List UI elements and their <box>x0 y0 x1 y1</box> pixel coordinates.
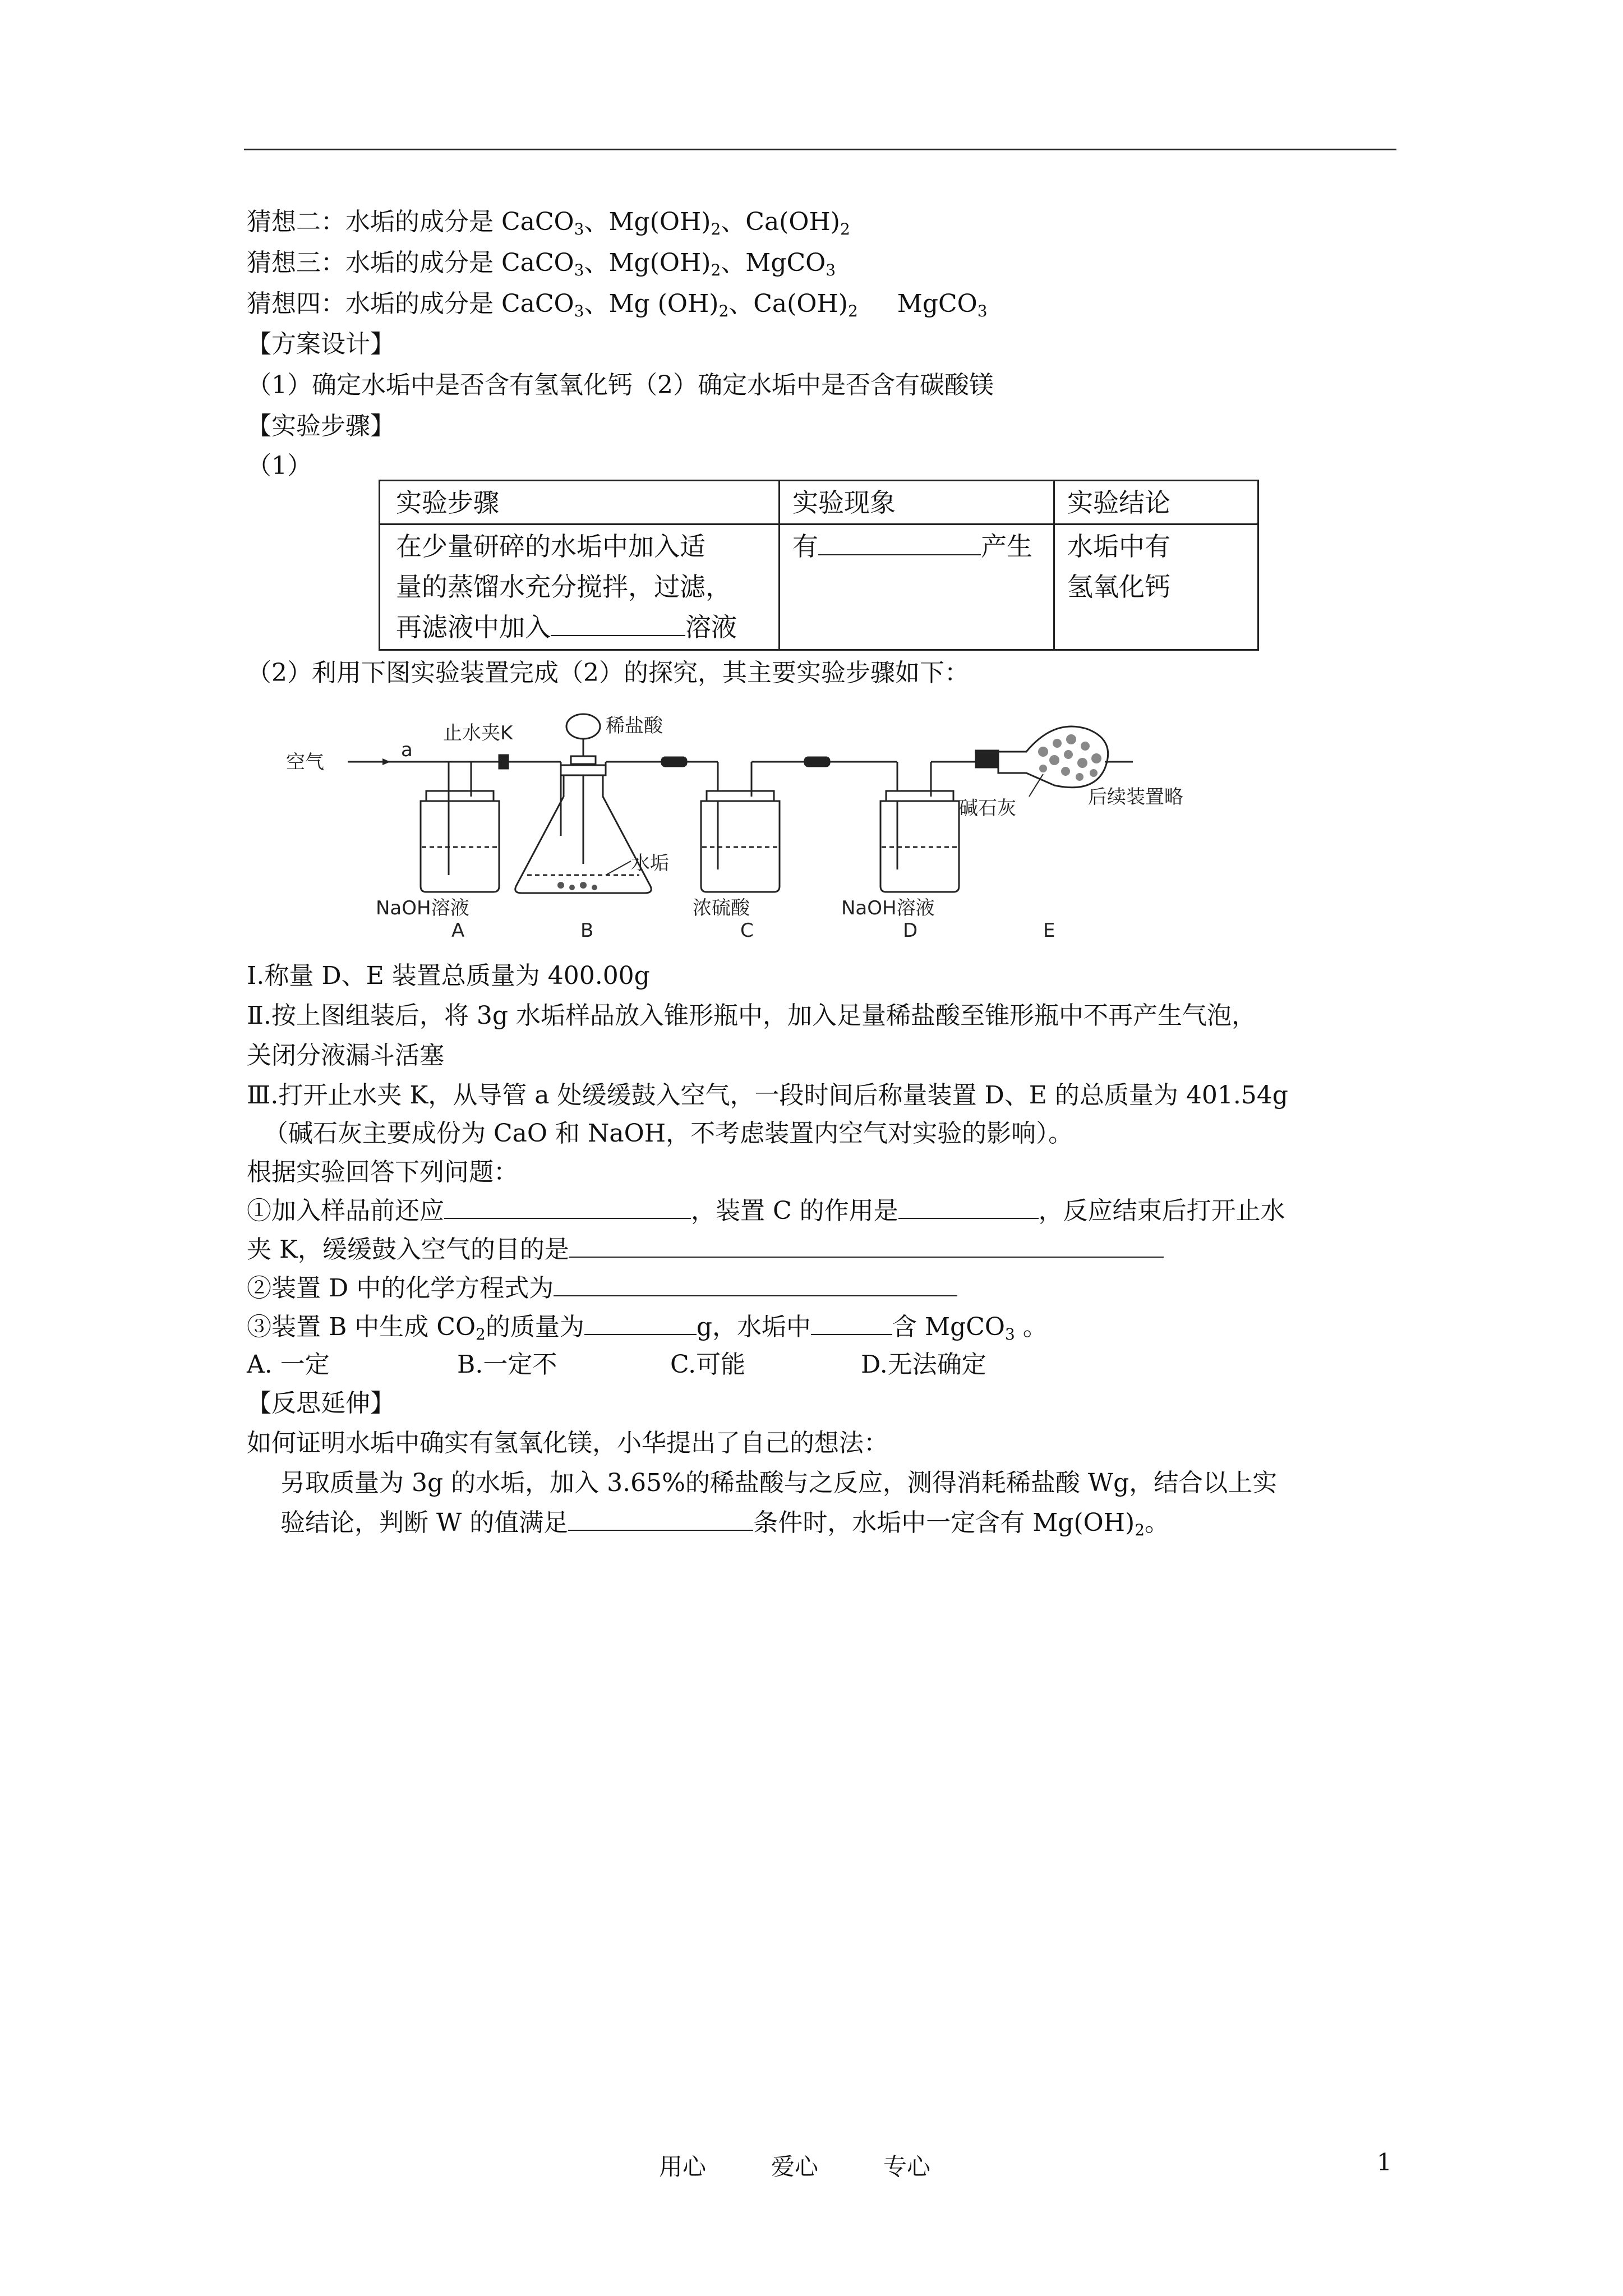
label-clamp-k: 止水夹K <box>443 722 513 744</box>
reflection-title: 【反思延伸】 <box>247 1389 395 1418</box>
question-2: ②装置 D 中的化学方程式为 <box>247 1273 957 1304</box>
table-header-conclusion: 实验结论 <box>1067 487 1170 518</box>
steps-title: 【实验步骤】 <box>247 412 395 440</box>
label-a: a <box>401 739 413 761</box>
table-phenomenon: 有 产生 <box>792 531 1032 562</box>
reflection-line-1: 如何证明水垢中确实有氢氧化镁，小华提出了自己的想法： <box>247 1429 888 1457</box>
procedure-1: Ⅰ.称量 D、E 装置总质量为 400.00g <box>247 961 650 990</box>
label-letter-e: E <box>1043 919 1055 942</box>
label-scale: 水垢 <box>631 852 669 875</box>
footer-item-1: 用心 <box>659 2153 707 2180</box>
label-letter-d: D <box>903 919 918 942</box>
step2-intro: （2）利用下图实验装置完成（2）的探究，其主要实验步骤如下： <box>247 659 969 687</box>
experiment-table <box>379 480 1259 651</box>
step1-label: （1） <box>247 452 312 480</box>
label-letter-a: A <box>451 919 465 942</box>
table-header-step: 实验步骤 <box>396 487 499 518</box>
table-step-line-2: 量的蒸馏水充分搅拌，过滤， <box>396 572 731 602</box>
procedure-3b: （碱石灰主要成份为 CaO 和 NaOH，不考虑装置内空气对实验的影响）。 <box>264 1119 1073 1148</box>
footer-item-2: 爱心 <box>771 2153 819 2180</box>
procedure-3a: Ⅲ.打开止水夹 K，从导管 a 处缓缓鼓入空气，一段时间后称量装置 D、E 的总质量为 401.54g <box>247 1081 1288 1110</box>
procedure-2b: 关闭分液漏斗活塞 <box>247 1041 444 1070</box>
question-options: A. 一定 B.一定不 C.可能 D.无法确定 <box>247 1350 986 1379</box>
design-text: （1）确定水垢中是否含有氢氧化钙（2）确定水垢中是否含有碳酸镁 <box>247 371 994 399</box>
reflection-line-2: 另取质量为 3g 的水垢，加入 3.65%的稀盐酸与之反应，测得消耗稀盐酸 Wg，结合以上实 <box>280 1469 1278 1497</box>
design-title: 【方案设计】 <box>247 330 395 358</box>
questions-intro: 根据实验回答下列问题： <box>247 1158 518 1186</box>
procedure-2a: Ⅱ.按上图组装后，将 3g 水垢样品放入锥形瓶中，加入足量稀盐酸至锥形瓶中不再产生气泡， <box>247 1001 1257 1030</box>
label-dilute-hcl: 稀盐酸 <box>606 715 663 737</box>
label-naoh-d: NaOH溶液 <box>841 897 935 919</box>
question-3: ③装置 B 中生成 $CO_2$的质量为 g，水垢中 含 MgCO$_3$ 。 <box>247 1313 1048 1343</box>
label-naoh-a: NaOH溶液 <box>376 897 469 919</box>
hypothesis-3: 猜想三：水垢的成分是 CaCO$_3$、$Mg(OH)_2$、MgCO$_3$ <box>247 249 836 279</box>
page-number: 1 <box>1377 2148 1392 2176</box>
reflection-line-3: 验结论，判断 W 的值满足 条件时，水垢中一定含有 $Mg(OH)_2$。 <box>280 1508 1170 1539</box>
label-letter-c: C <box>740 919 754 942</box>
table-header-phenomenon: 实验现象 <box>792 487 896 518</box>
table-step-line-1: 在少量研碎的水垢中加入适 <box>396 531 706 562</box>
label-omitted: 后续装置略 <box>1088 786 1183 808</box>
label-soda-lime: 碱石灰 <box>959 797 1016 820</box>
label-air: 空气 <box>286 751 324 774</box>
hypothesis-4: 猜想四：水垢的成分是 CaCO$_3$、Mg $(OH)_2$、$Ca(OH)_2$ MgCO$_3$ <box>247 289 988 320</box>
table-conclusion-line-1: 水垢中有 <box>1067 531 1170 562</box>
question-1a: ①加入样品前还应 ，装置 C 的作用是 ，反应结束后打开止水 <box>247 1197 1285 1225</box>
question-1b: 夹 K，缓缓鼓入空气的目的是 <box>247 1234 1164 1266</box>
label-h2so4: 浓硫酸 <box>693 897 750 919</box>
label-letter-b: B <box>580 919 594 942</box>
footer-item-3: 专心 <box>883 2153 931 2180</box>
header-rule <box>244 149 1396 150</box>
apparatus-diagram <box>280 707 1267 948</box>
hypothesis-2: 猜想二：水垢的成分是 CaCO$_3$、$Mg(OH)_2$、$Ca(OH)_2$ <box>247 208 850 238</box>
table-step-line-3: 再滤液中加入 溶液 <box>396 612 737 642</box>
table-conclusion-line-2: 氢氧化钙 <box>1067 572 1170 602</box>
